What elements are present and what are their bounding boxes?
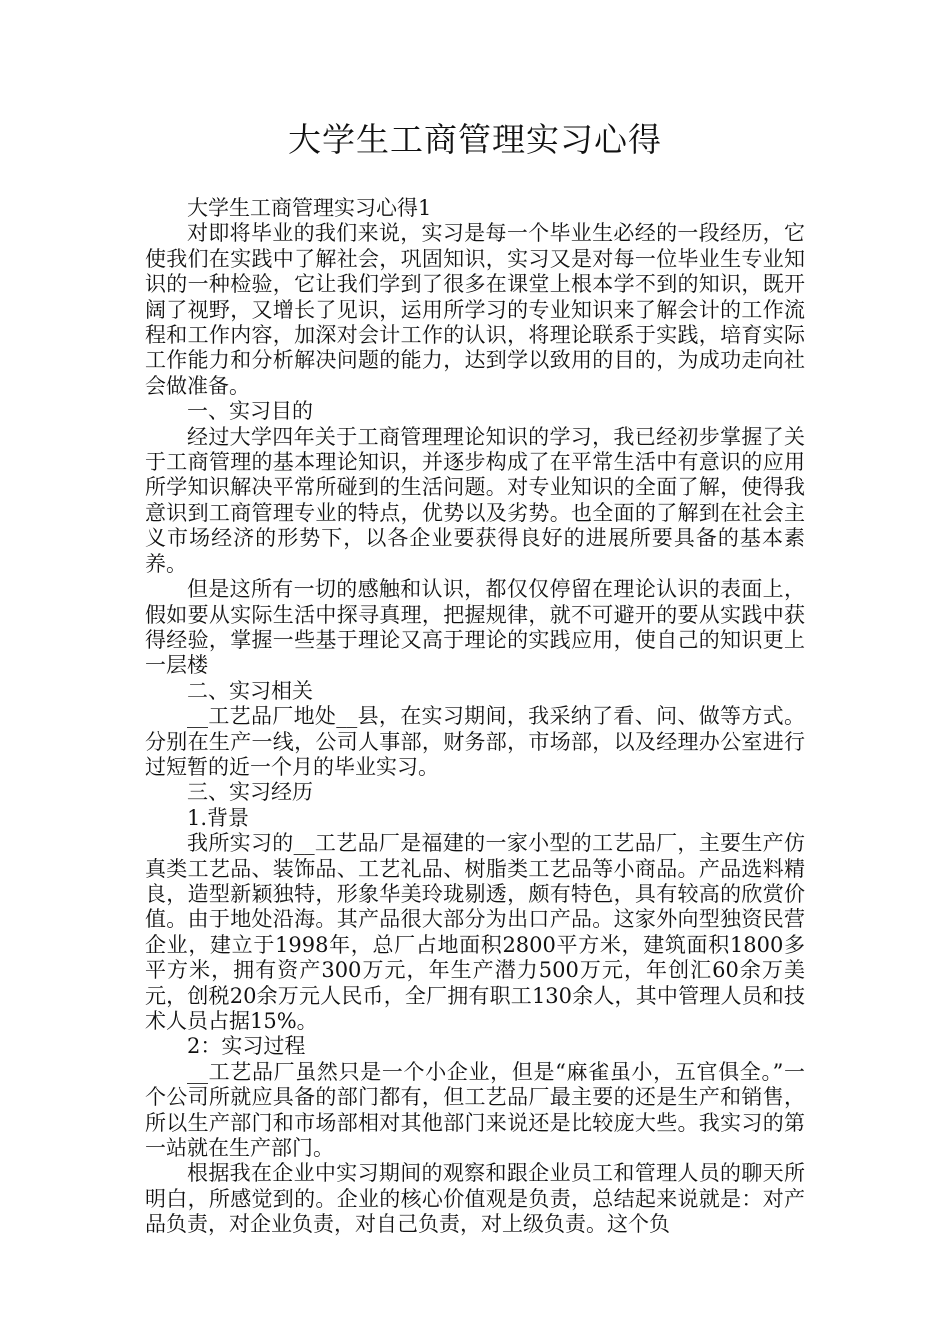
section-heading-experience: 三、实习经历 [187, 780, 313, 805]
subtitle-paragraph: 大学生工商管理实习心得1 [187, 196, 432, 220]
background-paragraph: 我所实习的__工艺品厂是福建的一家小型的工艺品厂，主要生产仿真类工艺品、装饰品、工艺礼品、树脂类工艺品等小商品。产品选料精良，造型新颖独特，形象华美玲珑剔透，颇有特色，具有较高的欣赏价值。由于地处沿海。其产品很大部分为出口产品。这家外向型独资民营企业，建立于1998年，总厂占地面积2800平方米，建筑面积1800多平方米，拥有资产300万元，年生产潜力500万元，年创汇60余万美元，创税20余万元人民币，全厂拥有职工130余人，其中管理人员和技术人员占据15%。 [145, 831, 805, 1033]
section-heading-related: 二、实习相关 [187, 678, 313, 703]
document-title: 大学生工商管理实习心得 [288, 120, 662, 159]
section-heading-purpose: 一、实习目的 [187, 399, 313, 424]
subheading-process: 2：实习过程 [187, 1034, 306, 1059]
process-paragraph-1: __工艺品厂虽然只是一个小企业，但是“麻雀虽小，五官俱全。”一个公司所就应具备的部门都有，但工艺品厂最主要的还是生产和销售，所以生产部门和市场部相对其他部门来说还是比较庞大些。我实习的第一站就在生产部门。 [145, 1059, 805, 1161]
purpose-paragraph-2: 但是这所有一切的感触和认识，都仅仅停留在理论认识的表面上，假如要从实际生活中探寻真理，把握规律，就不可避开的要从实践中获得经验，掌握一些基于理论又高于理论的实践应用，使自己的知识更上一层楼 [145, 577, 805, 678]
process-paragraph-2: 根据我在企业中实习期间的观察和跟企业员工和管理人员的聊天所明白，所感觉到的。企业的核心价值观是负责，总结起来说就是：对产品负责，对企业负责，对自己负责，对上级负责。这个负 [145, 1161, 805, 1237]
related-paragraph: __工艺品厂地处__县，在实习期间，我采纳了看、问、做等方式。分别在生产一线，公司人事部，财务部，市场部，以及经理办公室进行过短暂的近一个月的毕业实习。 [145, 704, 805, 779]
document-page [145, 118, 805, 1238]
purpose-paragraph-1: 经过大学四年关于工商管理理论知识的学习，我已经初步掌握了关于工商管理的基本理论知识，并逐步构成了在平常生活中有意识的应用所学知识解决平常所碰到的生活问题。对专业知识的全面了解，使得我意识到工商管理专业的特点，优势以及劣势。也全面的了解到在社会主义市场经济的形势下，以各企业要获得良好的进展所要具备的基本素养。 [145, 424, 805, 576]
intro-paragraph: 对即将毕业的我们来说，实习是每一个毕业生必经的一段经历，它使我们在实践中了解社会，巩固知识，实习又是对每一位毕业生专业知识的一种检验，它让我们学到了很多在课堂上根本学不到的知识，既开阔了视野，又增长了见识，运用所学习的专业知识来了解会计的工作流程和工作内容，加深对会计工作的认识，将理论联系于实践，培育实际工作能力和分析解决问题的能力，达到学以致用的目的，为成功走向社会做准备。 [145, 221, 805, 398]
subheading-background: 1.背景 [187, 805, 250, 830]
